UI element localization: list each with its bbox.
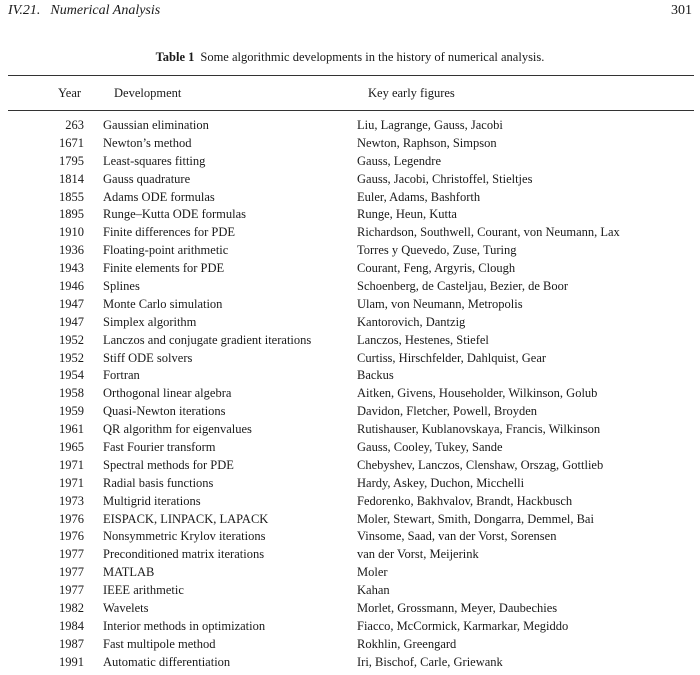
table-row <box>0 493 700 511</box>
year-cell: 1946 <box>59 279 84 294</box>
development-cell: Fast multipole method <box>103 636 216 651</box>
development-cell: Wavelets <box>103 601 149 616</box>
development-cell: Lanczos and conjugate gradient iterations <box>103 332 312 347</box>
year-cell: 1910 <box>59 225 84 240</box>
column-header-development: Development <box>114 86 182 100</box>
table-row <box>0 600 700 618</box>
page-header <box>8 3 692 23</box>
year-cell: 1971 <box>59 475 84 490</box>
table-row <box>0 636 700 654</box>
development-cell: Radial basis functions <box>103 475 214 490</box>
table-row <box>0 189 700 207</box>
table-row <box>0 206 700 224</box>
table-row <box>0 582 700 600</box>
figures-cell: Chebyshev, Lanczos, Clenshaw, Orszag, Gottlieb <box>357 457 604 472</box>
development-cell: Fast Fourier transform <box>103 440 216 455</box>
year-cell: 1947 <box>59 296 84 311</box>
table-header-rule <box>8 110 694 111</box>
development-cell: Gauss quadrature <box>103 171 191 186</box>
table-body <box>0 117 700 672</box>
year-cell: 1954 <box>59 368 84 383</box>
section-number: IV.21. <box>8 3 41 18</box>
development-cell: Adams ODE formulas <box>103 189 215 204</box>
year-cell: 1895 <box>59 207 84 222</box>
development-cell: Fortran <box>103 368 140 383</box>
figures-cell: Iri, Bischof, Carle, Griewank <box>357 654 503 669</box>
year-cell: 1959 <box>59 404 84 419</box>
table-caption-text: Some algorithmic developments in the history of numerical analysis. <box>200 50 545 64</box>
figures-cell: van der Vorst, Meijerink <box>357 547 479 562</box>
table-row <box>0 135 700 153</box>
table-row <box>0 654 700 672</box>
year-cell: 1961 <box>59 422 84 437</box>
figures-cell: Aitken, Givens, Householder, Wilkinson, Golub <box>357 386 598 401</box>
figures-cell: Kahan <box>357 583 390 598</box>
development-cell: Finite elements for PDE <box>103 261 225 276</box>
development-cell: Orthogonal linear algebra <box>103 386 232 401</box>
figures-cell: Gauss, Cooley, Tukey, Sande <box>357 440 503 455</box>
development-cell: EISPACK, LINPACK, LAPACK <box>103 511 269 526</box>
development-cell: Least-squares fitting <box>103 153 206 168</box>
development-cell: Floating-point arithmetic <box>103 243 229 258</box>
table-caption <box>0 50 700 65</box>
table-row <box>0 314 700 332</box>
figures-cell: Rokhlin, Greengard <box>357 636 457 651</box>
table-row <box>0 439 700 457</box>
figures-cell: Courant, Feng, Argyris, Clough <box>357 261 516 276</box>
table-row <box>0 618 700 636</box>
figures-cell: Lanczos, Hestenes, Stiefel <box>357 332 489 347</box>
figures-cell: Schoenberg, de Casteljau, Bezier, de Boor <box>357 279 569 294</box>
figures-cell: Ulam, von Neumann, Metropolis <box>357 296 523 311</box>
table-row <box>0 528 700 546</box>
development-cell: Runge–Kutta ODE formulas <box>103 207 247 222</box>
year-cell: 1795 <box>59 153 84 168</box>
development-cell: Interior methods in optimization <box>103 618 266 633</box>
development-cell: Finite differences for PDE <box>103 225 236 240</box>
column-header-figures: Key early figures <box>368 86 455 100</box>
development-cell: Simplex algorithm <box>103 314 197 329</box>
year-cell: 1958 <box>59 386 84 401</box>
figures-cell: Euler, Adams, Bashforth <box>357 189 481 204</box>
development-cell: MATLAB <box>103 565 155 580</box>
year-cell: 1984 <box>59 618 84 633</box>
table-row <box>0 367 700 385</box>
figures-cell: Runge, Heun, Kutta <box>357 207 457 222</box>
figures-cell: Curtiss, Hirschfelder, Dahlquist, Gear <box>357 350 547 365</box>
development-cell: Newton’s method <box>103 135 192 150</box>
section-title: Numerical Analysis <box>50 3 161 18</box>
year-cell: 1814 <box>59 171 84 186</box>
table-top-rule <box>8 75 694 76</box>
table-row <box>0 260 700 278</box>
page-number: 301 <box>671 3 692 18</box>
figures-cell: Hardy, Askey, Duchon, Micchelli <box>357 475 525 490</box>
development-cell: Nonsymmetric Krylov iterations <box>103 529 266 544</box>
year-cell: 1952 <box>59 332 84 347</box>
year-cell: 263 <box>65 118 84 132</box>
figures-cell: Fedorenko, Bakhvalov, Brandt, Hackbusch <box>357 493 573 508</box>
development-cell: Quasi-Newton iterations <box>103 404 226 419</box>
figures-cell: Moler <box>357 565 388 580</box>
figures-cell: Morlet, Grossmann, Meyer, Daubechies <box>357 601 558 616</box>
table-row <box>0 403 700 421</box>
table-row <box>0 421 700 439</box>
development-cell: Gaussian elimination <box>103 118 209 132</box>
figures-cell: Moler, Stewart, Smith, Dongarra, Demmel, Bai <box>357 511 594 526</box>
table-row <box>0 242 700 260</box>
year-cell: 1977 <box>59 565 84 580</box>
year-cell: 1991 <box>59 654 84 669</box>
year-cell: 1855 <box>59 189 84 204</box>
development-cell: Spectral methods for PDE <box>103 457 234 472</box>
year-cell: 1976 <box>59 529 84 544</box>
figures-cell: Backus <box>357 368 394 383</box>
development-cell: Multigrid iterations <box>103 493 201 508</box>
table-row <box>0 224 700 242</box>
figures-cell: Kantorovich, Dantzig <box>357 314 466 329</box>
figures-cell: Gauss, Jacobi, Christoffel, Stieltjes <box>357 171 533 186</box>
table-row <box>0 332 700 350</box>
table-row <box>0 117 700 135</box>
development-cell: Stiff ODE solvers <box>103 350 193 365</box>
development-cell: QR algorithm for eigenvalues <box>103 422 252 437</box>
year-cell: 1936 <box>59 243 84 258</box>
running-head <box>8 3 160 19</box>
table-row <box>0 475 700 493</box>
development-cell: Automatic differentiation <box>103 654 231 669</box>
year-cell: 1947 <box>59 314 84 329</box>
figures-cell: Torres y Quevedo, Zuse, Turing <box>357 243 517 258</box>
table-row <box>0 457 700 475</box>
year-cell: 1965 <box>59 440 84 455</box>
figures-cell: Liu, Lagrange, Gauss, Jacobi <box>357 118 503 132</box>
figures-cell: Gauss, Legendre <box>357 153 441 168</box>
year-cell: 1973 <box>59 493 84 508</box>
table-row <box>0 546 700 564</box>
year-cell: 1971 <box>59 457 84 472</box>
figures-cell: Newton, Raphson, Simpson <box>357 135 497 150</box>
development-cell: Splines <box>103 279 140 294</box>
figures-cell: Rutishauser, Kublanovskaya, Francis, Wilkinson <box>357 422 601 437</box>
year-cell: 1952 <box>59 350 84 365</box>
table-row <box>0 564 700 582</box>
year-cell: 1977 <box>59 583 84 598</box>
year-cell: 1977 <box>59 547 84 562</box>
year-cell: 1976 <box>59 511 84 526</box>
table-row <box>0 296 700 314</box>
year-cell: 1943 <box>59 261 84 276</box>
table-row <box>0 511 700 529</box>
development-cell: Monte Carlo simulation <box>103 296 223 311</box>
figures-cell: Richardson, Southwell, Courant, von Neumann, Lax <box>357 225 620 240</box>
year-cell: 1987 <box>59 636 84 651</box>
table-row <box>0 153 700 171</box>
year-cell: 1982 <box>59 601 84 616</box>
table-caption-label: Table 1 <box>155 50 195 64</box>
table-row <box>0 385 700 403</box>
development-cell: IEEE arithmetic <box>103 583 184 598</box>
figures-cell: Vinsome, Saad, van der Vorst, Sorensen <box>357 529 557 544</box>
figures-cell: Davidon, Fletcher, Powell, Broyden <box>357 404 538 419</box>
development-cell: Preconditioned matrix iterations <box>103 547 265 562</box>
table-row <box>0 278 700 296</box>
column-header-year: Year <box>58 86 82 100</box>
table-row <box>0 350 700 368</box>
table-row <box>0 171 700 189</box>
figures-cell: Fiacco, McCormick, Karmarkar, Megiddo <box>357 618 569 633</box>
year-cell: 1671 <box>59 135 84 150</box>
